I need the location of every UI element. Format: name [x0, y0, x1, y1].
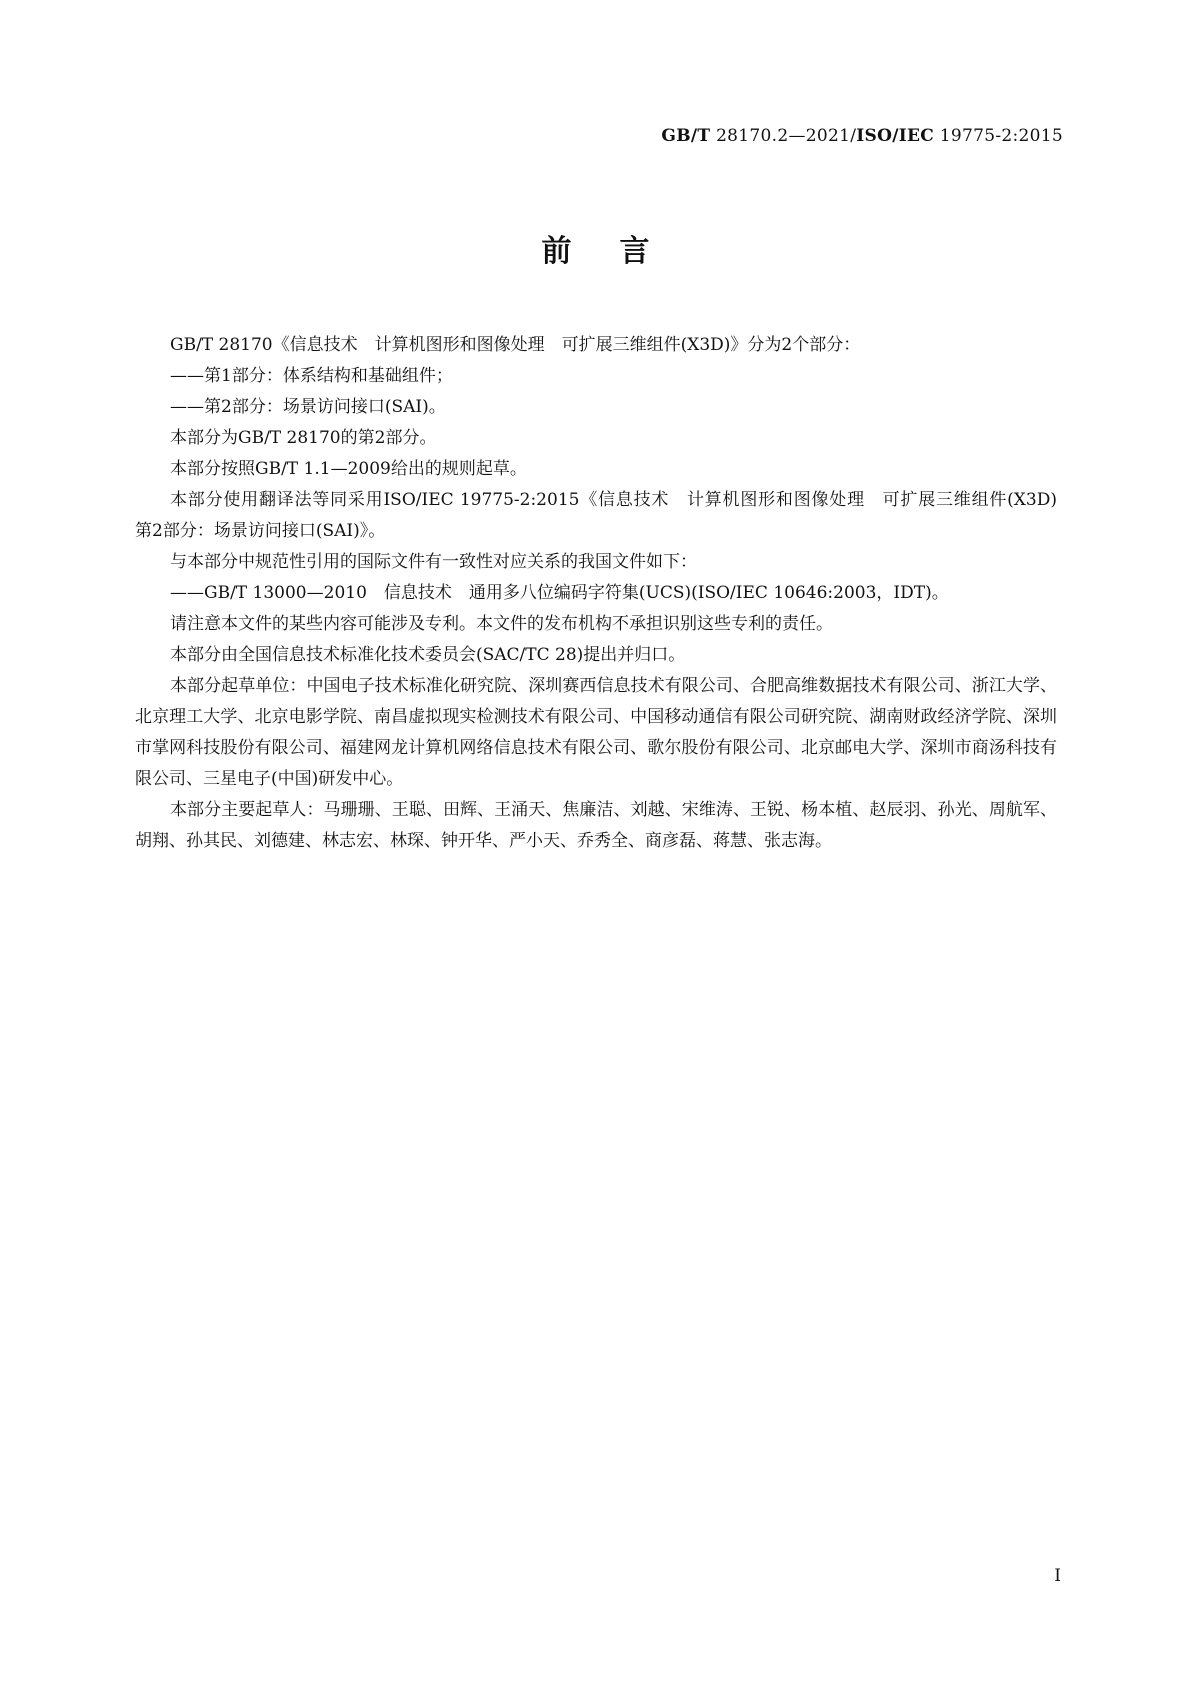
list-item-part-1: ——第1部分：体系结构和基础组件； — [170, 366, 453, 386]
paragraph-part-statement: 本部分为GB/T 28170的第2部分。 — [170, 428, 437, 448]
list-item-part-2: ——第2部分：场景访问接口(SAI)。 — [170, 397, 446, 417]
standard-code-iso: ISO/IEC — [856, 126, 935, 146]
standard-code-header — [661, 126, 1063, 146]
paragraph-drafting-units: 本部分起草单位：中国电子技术标准化研究院、深圳赛西信息技术有限公司、合肥高维数据技术有限公司、浙江大学、北京理工大学、北京电影学院、南昌虚拟现实检测技术有限公司、中国移动通信有限公司研究院、湖南财政经济学院、深圳市掌网科技股份有限公司、福建网龙计算机网络信息技术有限公司、歌尔股份有限公司、北京邮电大学、深圳市商汤科技有限公司、三星电子(中国)研发中心。 — [135, 676, 1057, 789]
foreword-body — [135, 330, 1074, 857]
paragraph-normative-references: 与本部分中规范性引用的国际文件有一致性对应关系的我国文件如下： — [170, 552, 697, 572]
paragraph-proposer: 本部分由全国信息技术标准化技术委员会(SAC/TC 28)提出并归口。 — [170, 645, 686, 665]
list-item-reference: ——GB/T 13000—2010 信息技术 通用多八位编码字符集(UCS)(ISO/IEC 10646:2003，IDT)。 — [170, 583, 949, 603]
page-number: I — [1054, 1566, 1061, 1586]
standard-code-suffix: 19775-2:2015 — [934, 126, 1063, 146]
paragraph-adoption: 本部分使用翻译法等同采用ISO/IEC 19775-2:2015《信息技术 计算机图形和图像处理 可扩展三维组件(X3D) 第2部分：场景访问接口(SAI)》。 — [135, 490, 1074, 541]
paragraph-parts-overview: GB/T 28170《信息技术 计算机图形和图像处理 可扩展三维组件(X3D)》分为2个部分： — [170, 335, 861, 355]
page-title: 前言 — [541, 234, 698, 269]
standard-code-prefix: GB/T — [661, 126, 711, 146]
paragraph-drafting-rules: 本部分按照GB/T 1.1—2009给出的规则起草。 — [170, 459, 527, 479]
standard-code-main: 28170.2—2021/ — [710, 126, 857, 146]
paragraph-drafters: 本部分主要起草人：马珊珊、王聪、田辉、王涌天、焦廉洁、刘越、宋维涛、王锐、杨本植、赵辰羽、孙光、周航军、胡翔、孙其民、刘德建、林志宏、林琛、钟开华、严小天、乔秀全、商彦磊、蒋慧、张志海。 — [135, 800, 1057, 851]
paragraph-patent-notice: 请注意本文件的某些内容可能涉及专利。本文件的发布机构不承担识别这些专利的责任。 — [170, 614, 833, 634]
